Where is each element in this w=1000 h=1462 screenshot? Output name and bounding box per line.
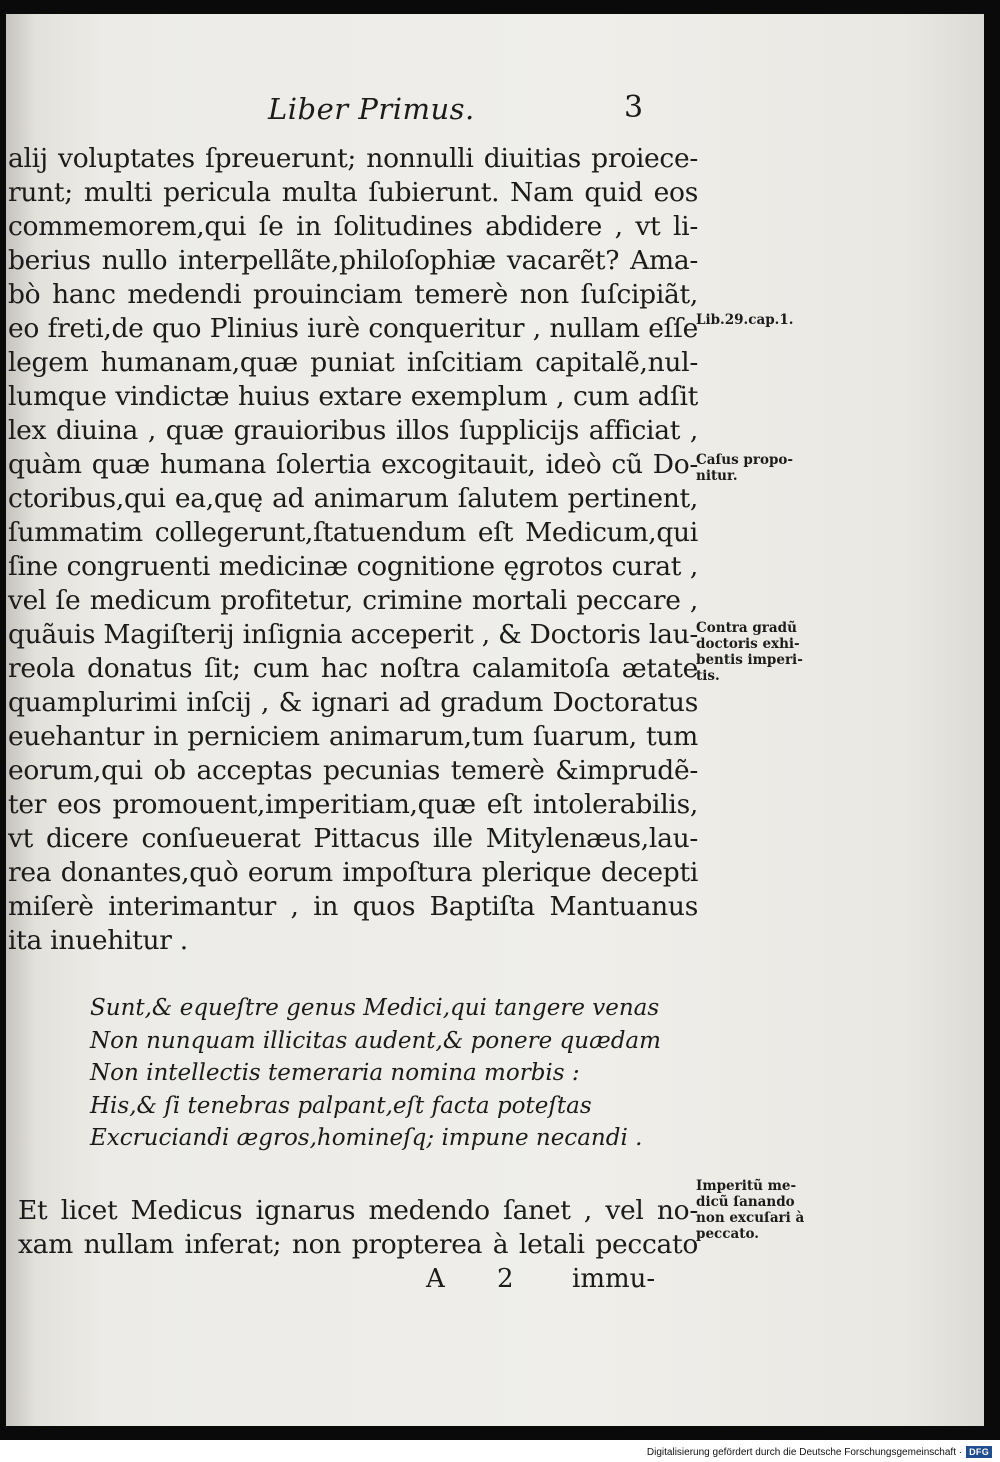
page-header [6,84,984,134]
text-line: reola donatus ſit; cum hac noſtra calamitoſa ætate [8,653,698,684]
verse-line: Non intellectis temeraria nomina morbis : [90,1060,580,1087]
verse-line: Excruciandi ægros,homineſq; impune necandi . [90,1125,643,1152]
text-line: eo freti,de quo Plinius iurè conqueritur , nullam eſſe [8,313,698,344]
text-line: ſummatim collegerunt,ſtatuendum eſt Medicum,qui [8,517,698,548]
digitization-footer [647,1446,992,1458]
text-line: ita inuehitur . [8,925,188,956]
dfg-logo: DFG [966,1446,992,1458]
marginal-note-line: peccato. [696,1226,759,1242]
text-line: Et licet Medicus ignarus medendo ſanet , vel no- [18,1195,698,1226]
text-line: lex diuina , quæ grauioribus illos ſupplicijs afficiat , [8,415,698,446]
marginal-note-line: non excuſari à [696,1210,805,1226]
marginal-note-line: Lib.29.cap.1. [696,312,794,328]
text-line: bò hanc medendi prouinciam temerè non ſuſcipiãt, [8,279,698,310]
text-line: lumque vindictæ huius extare exemplum , cum adſit [8,381,698,412]
text-line: euehantur in perniciem animarum,tum ſuarum, tum [8,721,698,752]
verse-line: His,& ſi tenebras palpant,eſt facta poteſtas [90,1092,592,1119]
text-line: miſerè interimantur , in quos Baptiſta Mantuanus [8,891,698,922]
text-line: ter eos promouent,imperitiam,quæ eſt intolerabilis, [8,789,698,820]
funding-credit: Digitalisierung gefördert durch die Deutsche Forschungsgemeinschaft · [646,1446,963,1458]
text-line: vt dicere conſueuerat Pittacus ille Mitylenæus,lau- [8,823,698,854]
main-text-block [8,142,698,958]
text-line: quamplurimi inſcij , & ignari ad gradum Doctoratus [8,687,698,718]
text-line: ctoribus,qui ea,quę ad animarum ſalutem pertinent, [8,483,698,514]
text-line: legem humanam,quæ puniat inſcitiam capitalẽ,nul- [8,347,698,378]
catchline [6,1264,984,1300]
verse-quotation [90,992,690,1155]
marginal-note-line: nitur. [696,468,738,484]
marginal-note [696,312,828,328]
text-line: rea donantes,quò eorum impoſtura plerique decepti [8,857,698,888]
marginal-note [696,1178,828,1242]
book-page [6,14,984,1426]
text-line: runt; multi pericula multa ſubierunt. Nam quid eos [8,177,698,208]
verse-line: Sunt,& equeſtre genus Medici,qui tangere venas [90,995,660,1021]
marginal-note-line: dicũ ſanando [696,1194,795,1210]
text-line: commemorem,qui ſe in ſolitudines abdidere , vt li- [8,211,698,242]
page-number: 3 [624,90,644,125]
marginal-note-line: Imperitũ me- [696,1178,797,1194]
text-line: eorum,qui ob acceptas pecunias temerè &imprudẽ- [8,755,698,786]
marginal-note-line: doctoris exhi- [696,636,800,652]
signature-mark: A 2 [426,1264,536,1294]
marginal-note-line: tis. [696,668,720,684]
text-line: vel ſe medicum profitetur, crimine mortali peccare , [8,585,698,616]
marginal-note [696,620,828,684]
marginal-note-line: Contra gradũ [696,620,797,636]
catchword: immu- [572,1264,656,1294]
text-line: alij voluptates ſpreuerunt; nonnulli diuitias proiece- [8,143,698,174]
text-line: quàm quæ humana ſolertia excogitauit, ideò cũ Do- [8,449,698,480]
text-line: xam nullam inferat; non propterea à letali peccato [18,1229,698,1260]
marginal-note [696,452,828,484]
closing-text-block [18,1194,698,1262]
text-line: quãuis Magiſterij inſignia acceperit , & Doctoris lau- [8,619,698,650]
text-line: ſine congruenti medicinæ cognitione ęgrotos curat , [8,551,698,582]
text-line: berius nullo interpellãte,philoſophiæ vacarẽt? Ama- [8,245,698,276]
verse-line: Non nunquam illicitas audent,& ponere quædam [90,1027,661,1054]
running-title: Liber Primus. [268,92,475,126]
marginal-note-line: Caſus propo- [696,452,794,468]
marginal-note-line: bentis imperi- [696,652,803,668]
